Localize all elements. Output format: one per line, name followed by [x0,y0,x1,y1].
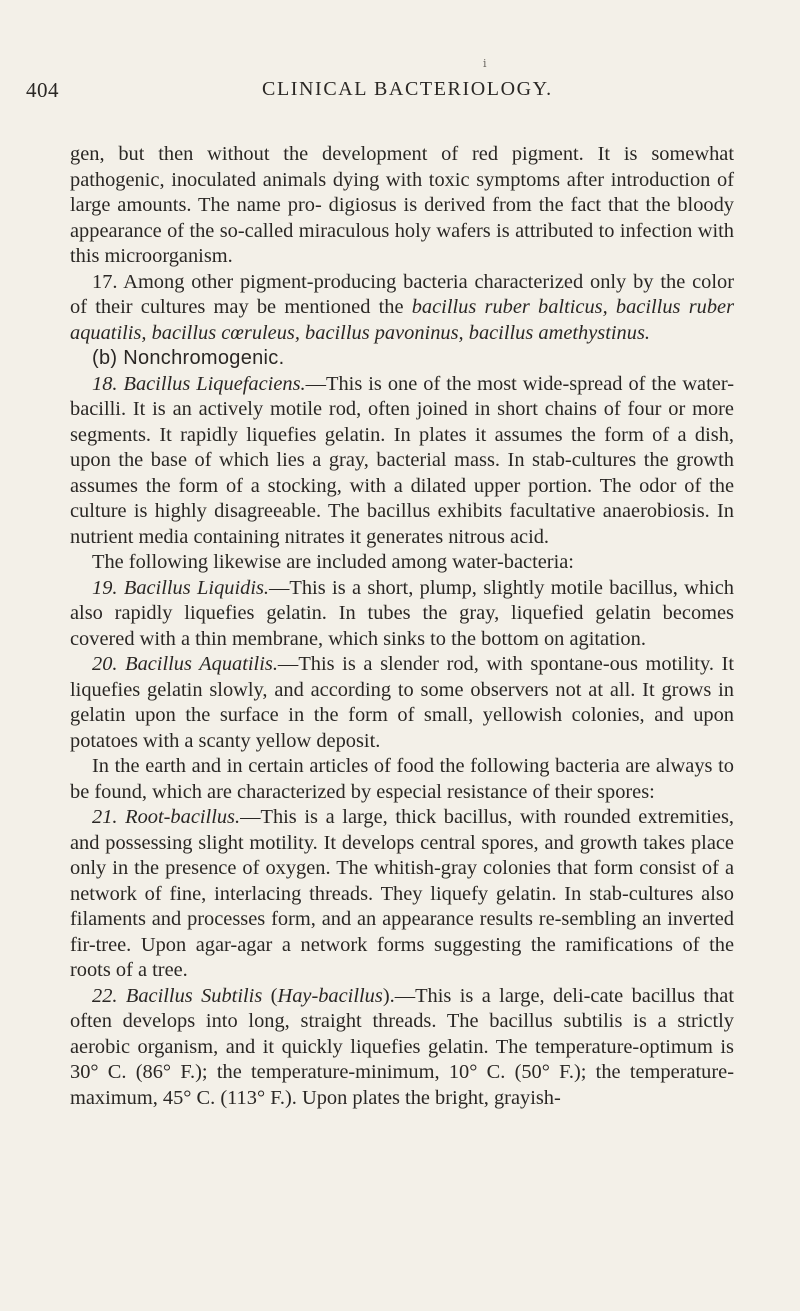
paragraph-text: gen, but then without the development of red pigment. It is somewhat pathogenic, inoculated animals dying with toxic symptoms after introduction of large amounts. The name pro- digiosus is derived from the fact that the bloody appearance of the so-called miraculous holy wafers is attributed to infection with this microorganism. [70,143,734,267]
paragraph-17 [70,270,734,347]
paragraph-text: —This is a slender rod, with spontane-ous motility. It liquefies gelatin slowly, and according to some observers not at all. It grows in gelatin upon the surface in the form of small, yellowish colonies, and upon potatoes with a scanty yellow deposit. [70,653,734,752]
paren-name: Hay-bacillus [277,984,383,1007]
running-title: CLINICAL BACTERIOLOGY. [262,78,553,100]
paragraph-text: —This is one of the most wide-spread of the water-bacilli. It is an actively motile rod, often joined in short chains of four or more segments. It rapidly liquefies gelatin. In plates it assumes the form of a dish, upon the base of which lies a gray, bacterial mass. In stab-cultures the growth assumes the form of a stocking, with a dilated upper portion. The odor of the culture is highly disagreeable. The bacillus exhibits facultative anaerobiosis. In nutrient media containing nitrates it generates nitrous acid. [70,372,734,548]
paragraph-following [70,550,734,576]
entry-title: 18. Bacillus Liquefaciens. [92,372,306,395]
paragraph-text: In the earth and in certain articles of food the following bacteria are always to be found, which are characterized by especial resistance of their spores: [70,755,734,803]
paragraph-22 [70,984,734,1112]
entry-title: 20. Bacillus Aquatilis. [92,653,278,675]
paragraph-18 [70,372,734,551]
paragraph-19 [70,576,734,653]
entry-title: 21. Root-bacillus. [92,806,241,828]
print-speck: i [483,57,487,70]
entry-title: 19. Bacillus Liquidis. [92,576,270,599]
paragraph-text: —This is a large, thick bacillus, with rounded extremities, and possessing slight motility. It develops central spores, and growth takes place only in the presence of oxygen. The whitish-gray colonies that form consist of a network of fine, interlacing threads. They liquefy gelatin. In stab-cultures also filaments and processes form, and an appearance results re-sembling an inverted fir-tree. Upon agar-agar a network forms suggesting the ramifications of the roots of a tree. [70,806,734,981]
section-heading-nonchromogenic: (b) Nonchromogenic. [92,347,285,369]
paragraph-text: The following likewise are included among water-bacteria: [92,551,574,573]
paragraph-21 [70,805,734,984]
running-head [26,78,762,108]
body-text [70,142,734,1111]
paragraph-text: .—This is a large, deli-cate bacillus that often develops into long, straight threads. The bacillus subtilis is a strictly aerobic organism, and it quickly liquefies gelatin. The temperature-optimum is 30° C. (86° F.); the temperature-minimum, 10° C. (50° F.); the temperature-maximum, 45° C. (113° F.). Upon plates the bright, grayish- [70,984,734,1109]
page-number: 404 [26,78,59,102]
paragraph-earth [70,754,734,805]
entry-title: 22. Bacillus Subtilis [92,984,263,1007]
bacilli-names: bacillus ruber balticus, bacillus ruber aquatilis, bacillus cœruleus, bacillus pavoninus, bacillus amethystinus. [70,296,735,344]
paragraph-continuation [70,142,734,270]
paragraph-text: 17. Among other pigment-producing bacteria characterized only by the color of their cultures may be mentioned the [70,270,734,318]
paren-close: ) [382,984,390,1007]
paren-open: ( [262,984,278,1007]
paragraph-20 [70,652,734,754]
paragraph-text: —This is a short, plump, slightly motile bacillus, which also rapidly liquefies gelatin. In tubes the gray, liquefied gelatin becomes covered with a thin membrane, which sinks to the bottom on agitation. [70,576,734,650]
